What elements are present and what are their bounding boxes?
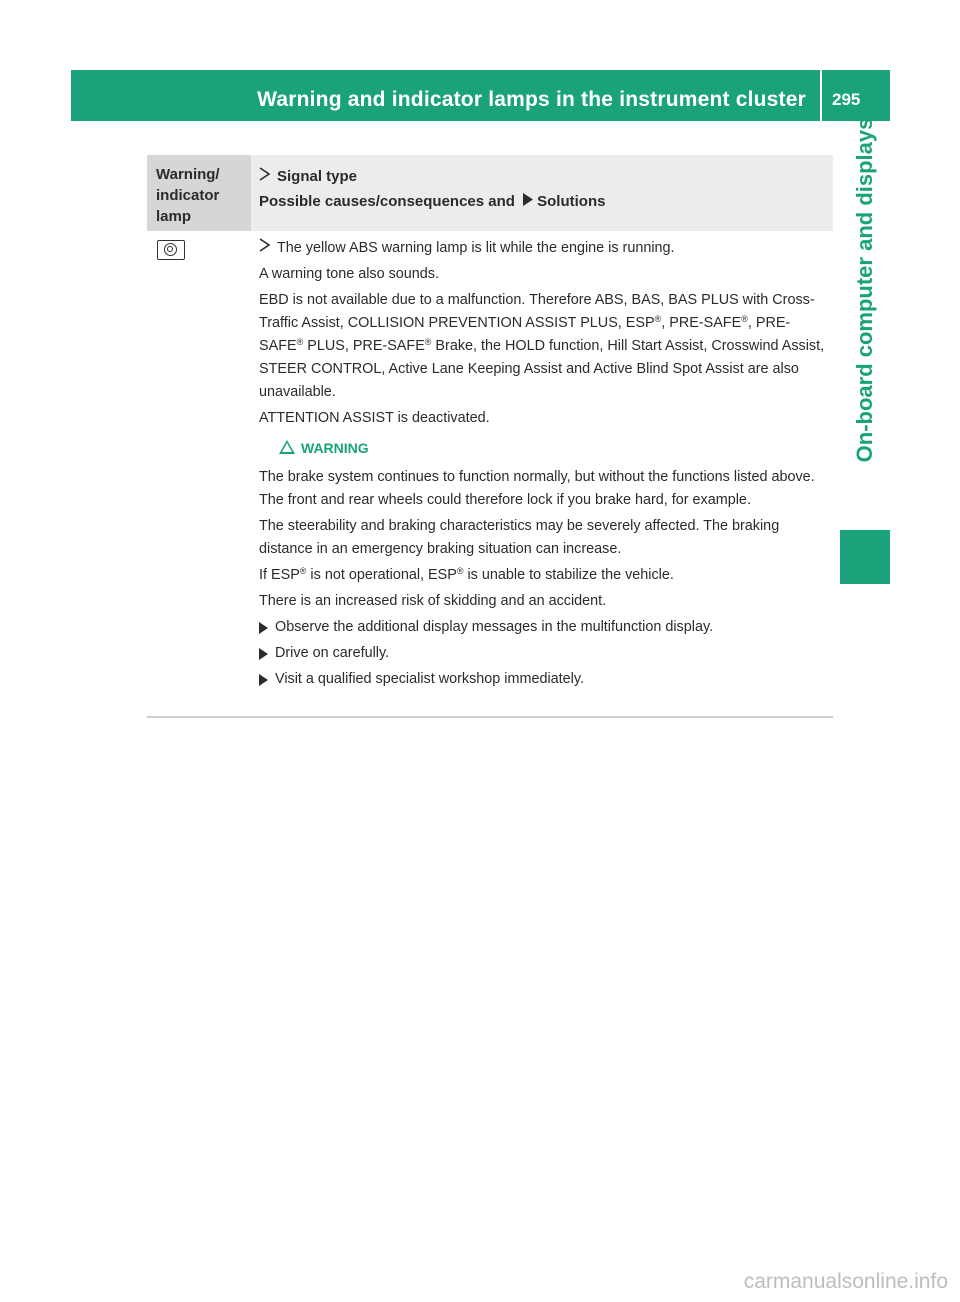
lamp-column-header (147, 155, 251, 231)
registered-mark: ® (654, 314, 662, 324)
ebd-text-4: PLUS, PRE-SAFE (303, 338, 425, 354)
ebd-text-1: EBD is not available due to a malfunction. Therefore ABS, BAS, BAS PLUS with Cross-Traffic Assist, COLLISION PREVENTION ASSIST PLUS, ESP (259, 292, 815, 331)
ebd-paragraph (259, 289, 831, 404)
warning-text-2: The steerability and braking characteristics may be severely affected. The braking distance in an emergency braking situation can increase. (259, 518, 780, 557)
step-arrow-icon (259, 648, 268, 660)
solutions-arrow-icon (523, 189, 533, 214)
watermark: carmanualsonline.info (743, 1270, 948, 1293)
warning-heading (259, 437, 831, 460)
warning-text-3 (259, 564, 831, 587)
page-title: Warning and indicator lamps in the instrument cluster (257, 70, 822, 121)
page-number: 295 (832, 90, 861, 109)
step-item (259, 616, 831, 639)
warning-text-4: There is an increased risk of skidding and an accident. (259, 593, 607, 609)
lamp-cell (153, 240, 243, 265)
warning-triangle-icon (279, 440, 295, 454)
side-tab (840, 117, 890, 463)
ebd-text-3: , PRE-SAFE (259, 315, 791, 354)
registered-mark: ® (424, 337, 432, 347)
solutions-label: Solutions (537, 193, 606, 210)
step-arrow-icon (259, 674, 268, 686)
side-tab-label: On-board computer and displays (852, 117, 877, 463)
step-text: Drive on carefully. (275, 645, 390, 661)
side-thumb-marker (840, 530, 890, 584)
row-content (259, 237, 831, 694)
step-item (259, 642, 831, 665)
esp-text-3: is unable to stabilize the vehicle. (463, 567, 674, 583)
causes-label: Possible causes/consequences and (259, 193, 515, 210)
abs-warning-lamp-icon (157, 240, 185, 260)
registered-mark: ® (299, 566, 307, 576)
lamp-column-header-label: Warning/ indicator lamp (156, 166, 220, 225)
step-text: Visit a qualified specialist workshop immediately. (275, 671, 585, 687)
attention-text: ATTENTION ASSIST is deactivated. (259, 410, 490, 426)
header-bar (71, 70, 890, 121)
tone-text: A warning tone also sounds. (259, 266, 440, 282)
warning-text-1: The brake system continues to function normally, but without the functions listed above. The front and rear wheels could therefore lock if you brake hard, for example. (259, 469, 815, 508)
table-header (147, 155, 833, 231)
registered-mark: ® (456, 566, 464, 576)
signal-line (259, 237, 831, 260)
ebd-text-2: , PRE-SAFE (661, 315, 742, 331)
signal-type-icon (259, 164, 271, 189)
step-arrow-icon (259, 622, 268, 634)
main-column-header (259, 164, 819, 214)
warning-label: WARNING (301, 440, 369, 456)
registered-mark: ® (741, 314, 748, 324)
esp-text-2: is not operational, ESP (306, 567, 457, 583)
esp-text-1: If ESP (259, 567, 300, 583)
signal-type-label: Signal type (277, 168, 358, 185)
step-item (259, 668, 831, 691)
signal-type-icon (259, 237, 271, 260)
step-text: Observe the additional display messages in the multifunction display. (275, 619, 714, 635)
ebd-text-5: Brake, the HOLD function, Hill Start Assist, Crosswind Assist, STEER CONTROL, Active Lane Keeping Assist and Active Blind Spot Assist are also unavailable. (259, 338, 825, 400)
registered-mark: ® (296, 337, 304, 347)
signal-text: The yellow ABS warning lamp is lit while the engine is running. (277, 240, 675, 256)
table-bottom-rule (147, 716, 833, 718)
